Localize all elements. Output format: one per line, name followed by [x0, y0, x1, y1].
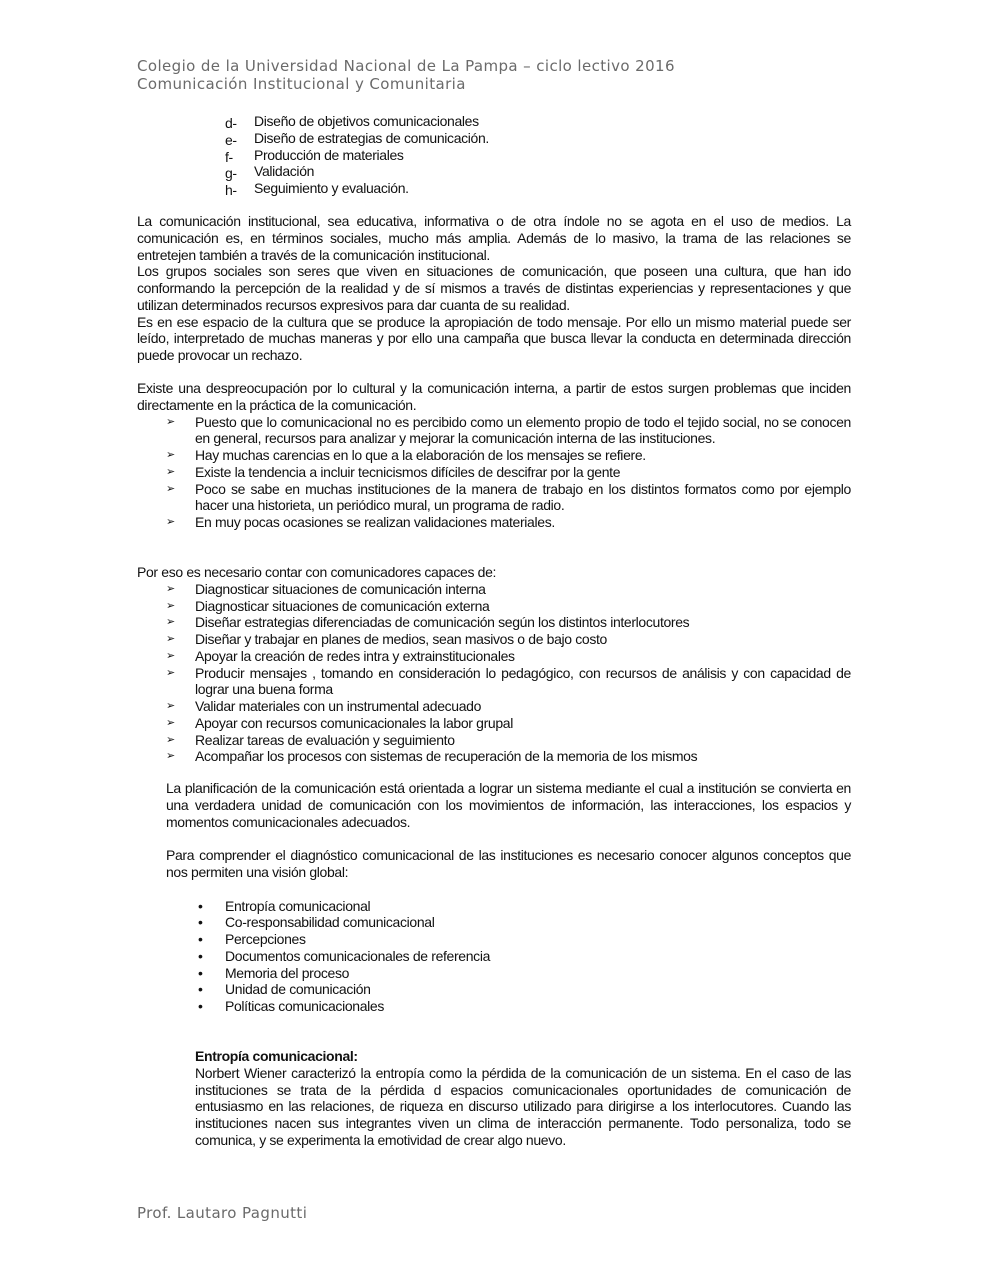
header-school: Colegio de la Universidad Nacional de La Pampa – ciclo lectivo 2016: [137, 57, 675, 75]
bullet-icon: •: [198, 931, 203, 947]
list-item-text: Hay muchas carencias en lo que a la elaboración de los mensajes se refiere.: [195, 447, 646, 463]
list-item: [166, 614, 851, 631]
list-item: [166, 581, 851, 598]
concepts-intro: Para comprender el diagnóstico comunicacional de las instituciones es necesario conocer algunos conceptos que nos permiten una visión global:: [166, 847, 851, 880]
list-item-text: Validar materiales con un instrumental adecuado: [195, 698, 482, 714]
list-item-text: Memoria del proceso: [225, 964, 350, 981]
paragraph: Es en ese espacio de la cultura que se produce la apropiación de todo mensaje. Por ello un mismo material puede ser leído, interpretado de muchas maneras y por ello una campaña que busca llevar la conducta en determinada dirección puede provocar un rechazo.: [137, 313, 851, 363]
planning-paragraph: La planificación de la comunicación está orientada a lograr un sistema mediante el cual a institución se convierta en una verdadera unidad de comunicación con los movimientos de información, las interacciones, los espacios y momentos comunicacionales adecuados.: [166, 780, 851, 830]
list-item-text: Puesto que lo comunicacional no es percibido como un elemento propio de todo el tejido social, no se conocen en general, recursos para analizar y mejorar la comunicación interna de las instituciones.: [195, 413, 851, 447]
step-marker: h-: [225, 182, 237, 198]
intro-section: [137, 213, 851, 364]
list-item-text: Co-responsabilidad comunicacional: [225, 914, 435, 931]
footer-author: Prof. Lautaro Pagnutti: [137, 1204, 308, 1222]
arrow-bullet-icon: ➢: [166, 648, 175, 662]
list-item-text: Producción de materiales: [254, 146, 404, 163]
arrow-bullet-icon: ➢: [166, 732, 175, 746]
list-item: [195, 965, 851, 982]
entropy-heading: Entropía comunicacional:: [195, 1048, 358, 1064]
list-item: [166, 631, 851, 648]
list-item-text: Diseño de objetivos comunicacionales: [254, 113, 479, 129]
arrow-bullet-icon: ➢: [166, 615, 175, 629]
bullet-icon: •: [198, 914, 203, 931]
step-marker: g-: [225, 165, 237, 182]
list-item-text: Entropía comunicacional: [225, 897, 371, 914]
arrow-bullet-icon: ➢: [166, 515, 175, 528]
list-item: [195, 931, 851, 948]
steps-list: [225, 113, 625, 197]
list-item: [195, 998, 851, 1015]
arrow-bullet-icon: ➢: [166, 632, 175, 645]
list-item: [166, 414, 851, 448]
step-marker: d-: [225, 115, 237, 131]
list-item: [195, 914, 851, 931]
arrow-bullet-icon: ➢: [166, 749, 175, 763]
arrow-bullet-icon: ➢: [166, 464, 175, 478]
arrow-bullet-icon: ➢: [166, 414, 175, 428]
list-item: [195, 981, 851, 998]
list-item: [166, 598, 851, 615]
list-item: [166, 447, 851, 464]
list-item: [166, 732, 851, 749]
list-item: [225, 180, 625, 197]
list-item: [195, 898, 851, 915]
bullet-icon: •: [198, 947, 203, 964]
arrow-bullet-icon: ➢: [166, 481, 175, 495]
list-item: [166, 748, 851, 765]
list-item-text: Documentos comunicacionales de referencia: [225, 947, 491, 964]
list-item: [166, 698, 851, 715]
paragraph: La comunicación institucional, sea educativa, informativa o de otra índole no se agota en el uso de medios. La comunicación es, en términos sociales, mucho más amplia. Además de lo masivo, la trama de las relaciones se entretejen también a través de la comunicación institucional.: [137, 213, 851, 263]
list-item: [225, 147, 625, 164]
list-item-text: Diseñar estrategias diferenciadas de comunicación según los distintos interlocutores: [195, 614, 690, 631]
bullet-icon: •: [198, 998, 203, 1014]
list-item-text: Producir mensajes , tomando en consideración lo pedagógico, con recursos de análisis y con capacidad de lograr una buena forma: [195, 664, 851, 698]
concepts-section: [166, 847, 851, 1015]
list-item-text: Existe la tendencia a incluir tecnicismos difíciles de descifrar por la gente: [195, 463, 621, 480]
list-item-text: Realizar tareas de evaluación y seguimiento: [195, 731, 455, 748]
list-item-text: Poco se sabe en muchas instituciones de la manera de trabajo en los distintos formatos como por ejemplo hacer una historieta, un periódico mural, un programa de radio.: [195, 480, 851, 514]
arrow-bullet-icon: ➢: [166, 699, 175, 712]
list-item: [166, 715, 851, 732]
list-item-text: Políticas comunicacionales: [225, 998, 384, 1014]
skills-section: [137, 564, 851, 765]
entropy-text: Norbert Wiener caracterizó la entropía como la pérdida de la comunicación de un sistema. En el caso de las instituciones se trata de la pérdida d espacios comunicacionales oportunidades de comunicación de entusiasmo en las relaciones, de riqueza en discurso utilizado para dirigirse a los interlocutores. Cuando las instituciones nacen sus integrantes viven un clima de interacción permanente. Todo personaliza, todo se comunica, y se experimenta la emotividad de crear algo nuevo.: [195, 1064, 851, 1148]
list-item: [225, 130, 625, 147]
list-item-text: Percepciones: [225, 931, 306, 947]
arrow-bullet-icon: ➢: [166, 665, 175, 679]
list-item-text: Validación: [254, 163, 315, 180]
list-item-text: Apoyar con recursos comunicacionales la labor grupal: [195, 714, 513, 731]
list-item: [166, 648, 851, 665]
planning-section: [166, 780, 851, 830]
bullet-icon: •: [198, 897, 203, 914]
list-item: [225, 163, 625, 180]
list-item: [166, 665, 851, 699]
arrow-bullet-icon: ➢: [166, 715, 175, 729]
list-item-text: Acompañar los procesos con sistemas de recuperación de la memoria de los mismos: [195, 748, 698, 765]
step-marker: f-: [225, 148, 233, 165]
arrow-bullet-icon: ➢: [166, 598, 175, 612]
list-item-text: Diseñar y trabajar en planes de medios, sean masivos o de bajo costo: [195, 631, 607, 647]
list-item: [225, 113, 625, 130]
step-marker: e-: [225, 131, 237, 148]
entropy-section: [195, 1048, 851, 1149]
list-item-text: Apoyar la creación de redes intra y extrainstitucionales: [195, 647, 515, 664]
skills-intro: Por eso es necesario contar con comunicadores capaces de:: [137, 564, 497, 580]
list-item-text: Unidad de comunicación: [225, 981, 371, 998]
problems-intro: Existe una despreocupación por lo cultural y la comunicación interna, a partir de estos surgen problemas que inciden directamente en la práctica de la comunicación.: [137, 380, 851, 413]
paragraph: Los grupos sociales son seres que viven en situaciones de comunicación, que poseen una cultura, que han ido conformando la percepción de la realidad y de sí mismos a través de distintas experiencias y representaciones y que utilizan determinados recursos expresivos para dar cuanta de su realidad.: [137, 263, 851, 313]
list-item: [195, 948, 851, 965]
header-course: Comunicación Institucional y Comunitaria: [137, 75, 466, 93]
bullet-icon: •: [198, 964, 203, 981]
list-item-text: Seguimiento y evaluación.: [254, 180, 409, 196]
list-item-text: Diseño de estrategias de comunicación.: [254, 129, 489, 146]
arrow-bullet-icon: ➢: [166, 581, 175, 595]
list-item: [166, 464, 851, 481]
list-item-text: Diagnosticar situaciones de comunicación externa: [195, 597, 490, 614]
list-item: [166, 514, 851, 531]
list-item-text: En muy pocas ocasiones se realizan validaciones materiales.: [195, 514, 555, 530]
bullet-icon: •: [198, 981, 203, 998]
arrow-bullet-icon: ➢: [166, 448, 175, 461]
list-item-text: Diagnosticar situaciones de comunicación interna: [195, 580, 486, 597]
problems-section: [137, 380, 851, 531]
list-item: [166, 481, 851, 515]
